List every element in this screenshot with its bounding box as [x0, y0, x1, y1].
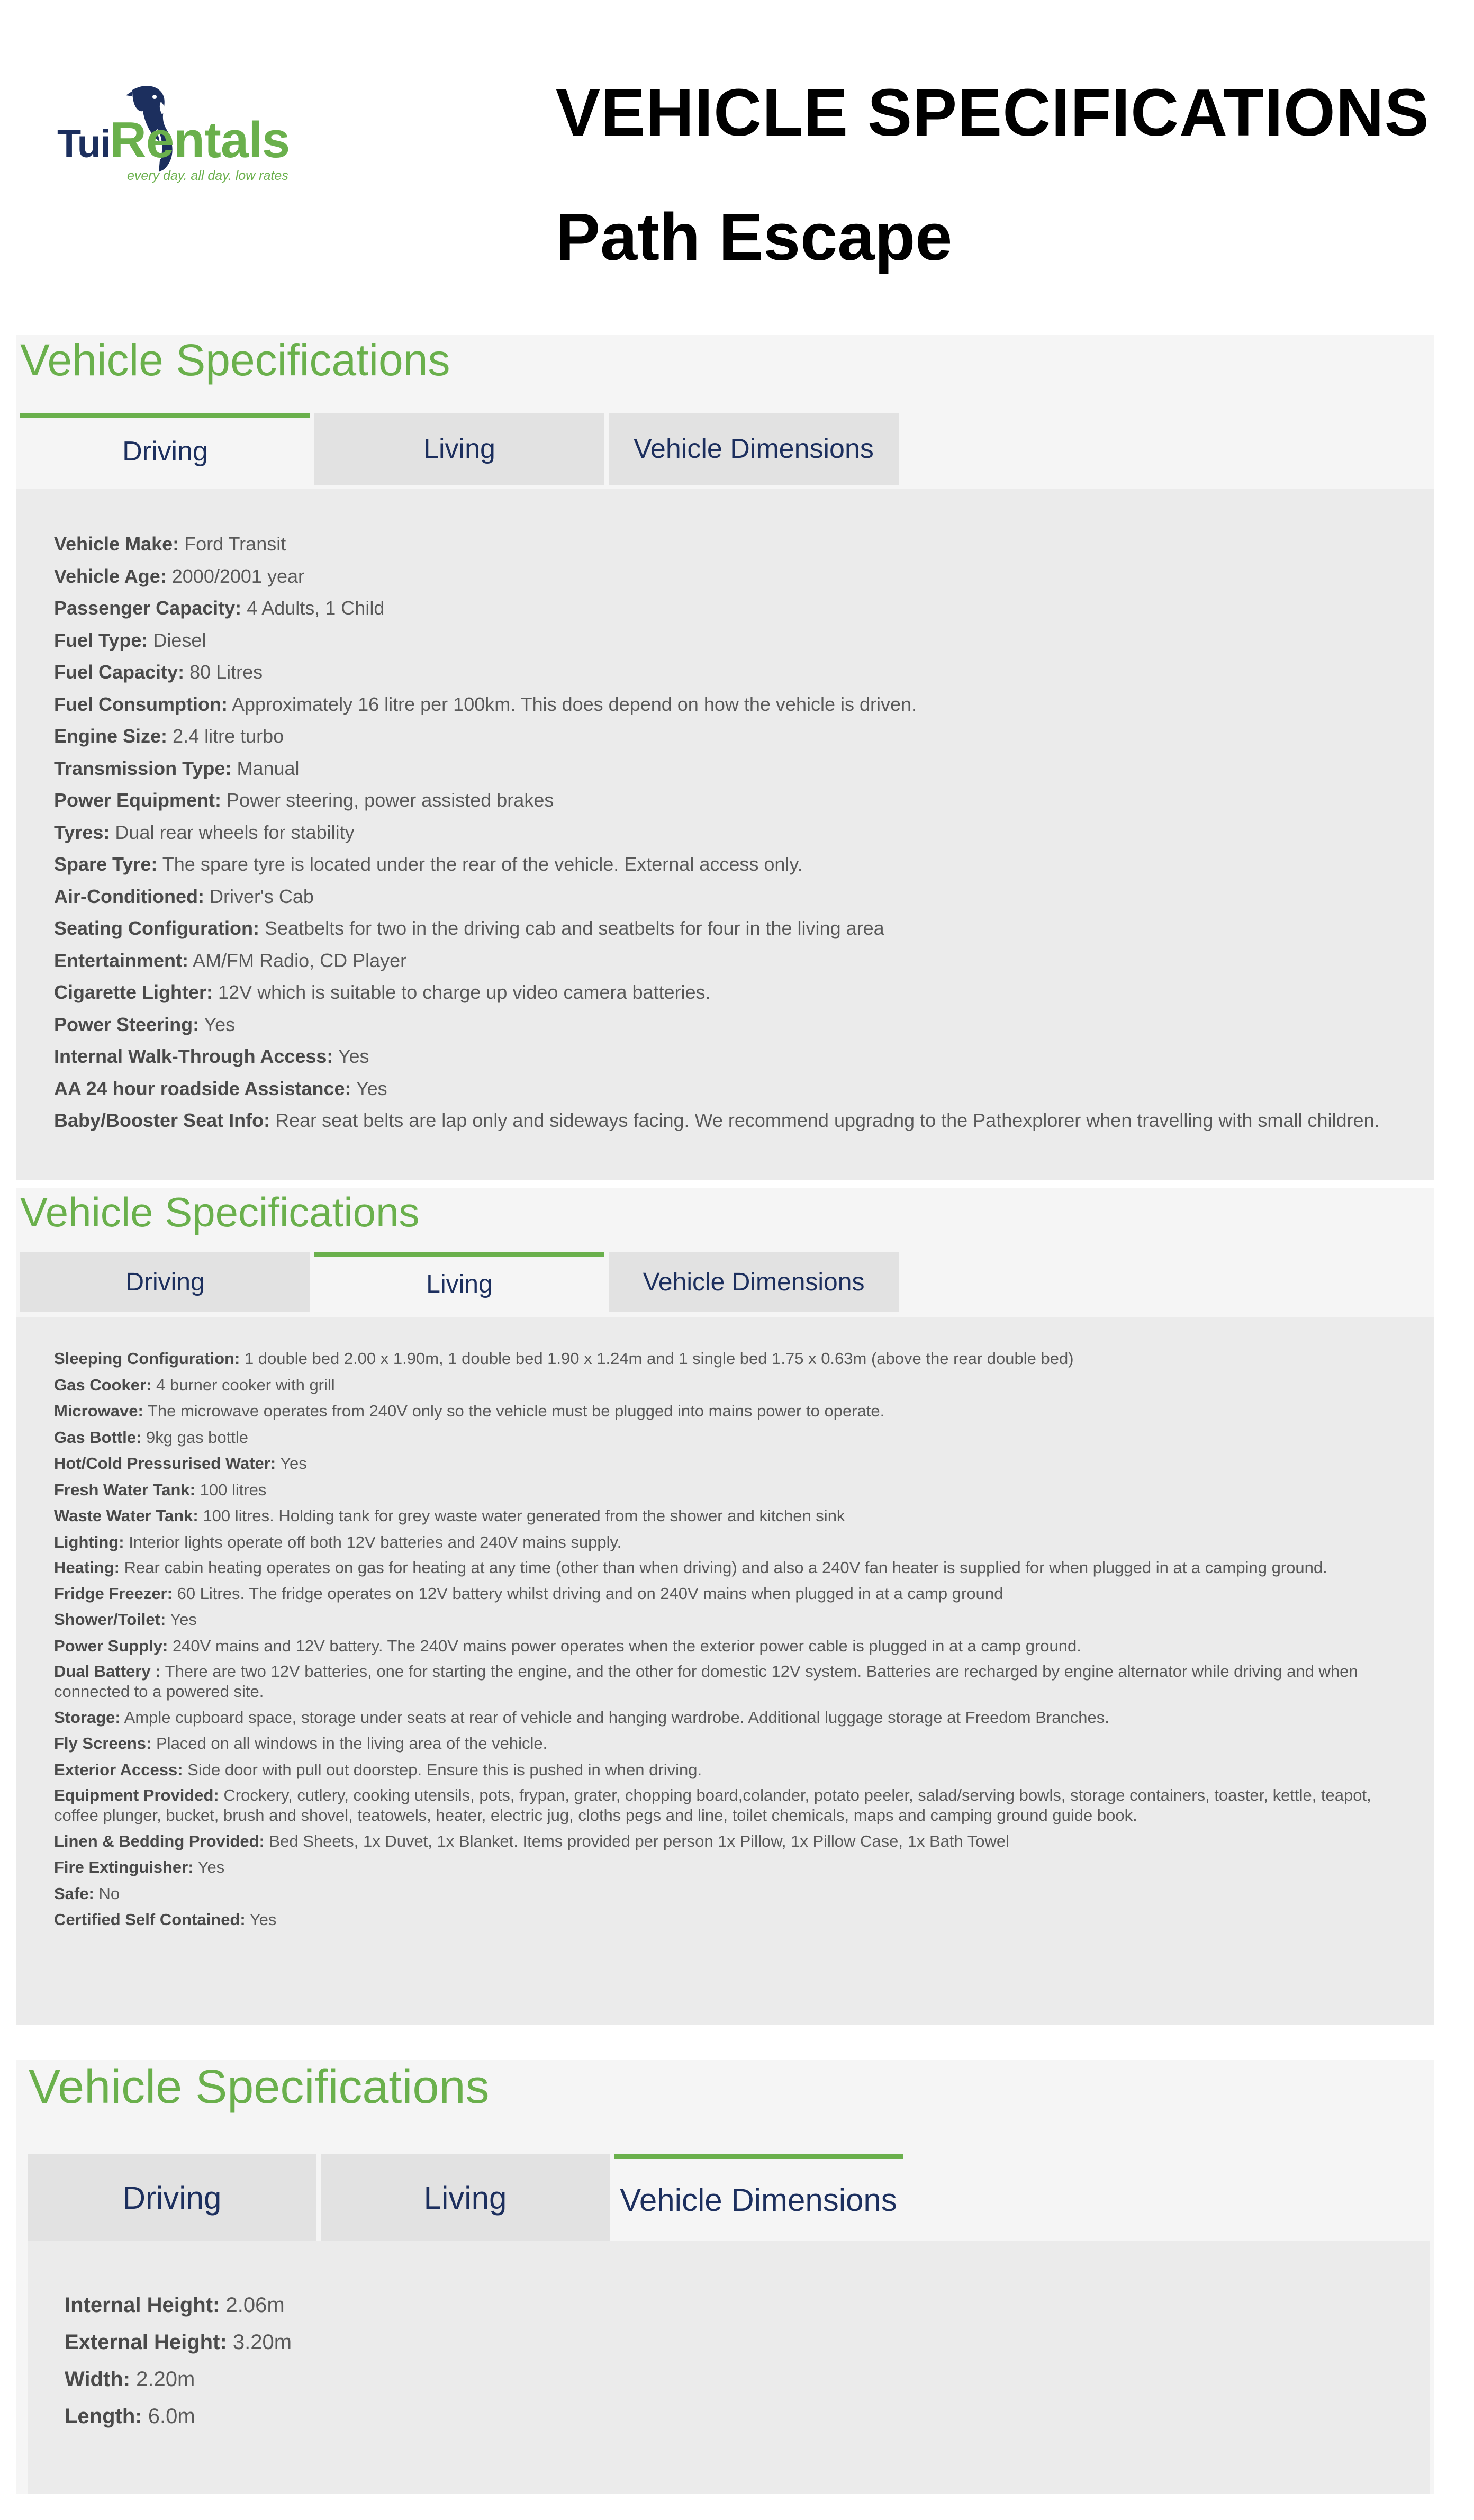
spec-external-height [65, 2324, 1393, 2361]
spec-linen-bedding [54, 1831, 1388, 1857]
spec-label: Internal Height: [65, 2293, 220, 2317]
spec-label: Fuel Consumption: [54, 693, 228, 715]
spec-label: Air-Conditioned: [54, 885, 204, 907]
spec-label: Passenger Capacity: [54, 597, 242, 619]
spec-entertainment [54, 945, 1396, 977]
spec-value: Bed Sheets, 1x Duvet, 1x Blanket. Items provided per person 1x Pillow, 1x Pillow Case, 1x Bath Towel [269, 1831, 1010, 1850]
spec-label: Cigarette Lighter: [54, 981, 213, 1003]
spec-label: Vehicle Make: [54, 533, 179, 555]
spec-value: Yes [204, 1013, 236, 1035]
spec-spare-tyre [54, 848, 1396, 881]
tab-living[interactable]: Living [321, 2154, 610, 2241]
spec-certified-self-contained [54, 1909, 1388, 1936]
spec-value: 100 litres [200, 1480, 267, 1499]
spec-value: 240V mains and 12V battery. The 240V mains power operates when the exterior power cable is plugged in at a camp ground. [172, 1636, 1081, 1655]
spec-value: Manual [237, 757, 300, 779]
spec-engine-size [54, 720, 1396, 753]
spec-label: Hot/Cold Pressurised Water: [54, 1454, 276, 1473]
spec-label: Gas Cooker: [54, 1375, 152, 1394]
spec-tyres [54, 817, 1396, 849]
spec-label: Engine Size: [54, 725, 168, 747]
spec-width [65, 2361, 1393, 2398]
document-subtitle: Path Escape [556, 200, 953, 274]
spec-label: Fuel Capacity: [54, 661, 185, 683]
spec-value: Crockery, cutlery, cooking utensils, pots, frypan, grater, chopping board,colander, potato peeler, salad/serving bowls, storage containers, toaster, kettle, teapot, coffee plunger, bucket, brush and shovel, teatowels, heater, electric jug, cloths pegs and line, toilet chemicals, maps and camping ground guide book. [54, 1786, 1371, 1824]
spec-label: Vehicle Age: [54, 565, 167, 587]
spec-fly-screens [54, 1733, 1388, 1759]
spec-shower-toilet [54, 1609, 1388, 1636]
spec-value: 9kg gas bottle [146, 1428, 249, 1447]
spec-value: 6.0m [148, 2405, 195, 2428]
tab-living[interactable]: Living [314, 1252, 604, 1312]
spec-value: The microwave operates from 240V only so the vehicle must be plugged into mains power to operate. [147, 1402, 885, 1420]
spec-cigarette-lighter [54, 977, 1396, 1009]
spec-fresh-water-tank [54, 1479, 1388, 1506]
spec-value: Yes [249, 1910, 277, 1929]
spec-value: Seatbelts for two in the driving cab and seatbelts for four in the living area [264, 917, 884, 939]
tab-driving[interactable]: Driving [20, 1252, 310, 1312]
spec-label: Power Equipment: [54, 789, 222, 811]
spec-label: Exterior Access: [54, 1760, 183, 1779]
spec-fuel-consumption [54, 689, 1396, 721]
spec-baby-booster-seat [54, 1105, 1396, 1137]
panel-heading: Vehicle Specifications [20, 1189, 420, 1235]
brand-name [57, 111, 290, 169]
brand-name-right: Rentals [110, 112, 290, 168]
spec-value: 60 Litres. The fridge operates on 12V battery whilst driving and on 240V mains when plugged in at a camp ground [177, 1584, 1003, 1603]
spec-power-supply [54, 1636, 1388, 1662]
spec-length [65, 2398, 1393, 2435]
tab-vehicle-dimensions[interactable]: Vehicle Dimensions [609, 1252, 899, 1312]
spec-label: Entertainment: [54, 949, 189, 971]
spec-internal-walk-through [54, 1041, 1396, 1073]
spec-equipment-provided [54, 1785, 1388, 1831]
spec-value: Ford Transit [184, 533, 286, 555]
spec-label: Certified Self Contained: [54, 1910, 246, 1929]
spec-label: Sleeping Configuration: [54, 1349, 240, 1368]
spec-label: Tyres: [54, 821, 110, 843]
spec-seating-configuration [54, 913, 1396, 945]
spec-value: 100 litres. Holding tank for grey waste water generated from the shower and kitchen sink [203, 1506, 845, 1525]
spec-label: Transmission Type: [54, 757, 232, 779]
spec-label: Microwave: [54, 1402, 143, 1420]
spec-transmission-type [54, 753, 1396, 785]
spec-label: Fresh Water Tank: [54, 1480, 195, 1499]
spec-value: There are two 12V batteries, one for starting the engine, and the other for domestic 12V system. Batteries are recharged by engine alternator while driving and when connected to a powered site. [54, 1662, 1358, 1701]
spec-exterior-access [54, 1759, 1388, 1786]
spec-label: Lighting: [54, 1532, 124, 1551]
spec-label: Fly Screens: [54, 1734, 152, 1753]
spec-value: 4 Adults, 1 Child [247, 597, 385, 619]
spec-fuel-type [54, 625, 1396, 657]
spec-label: AA 24 hour roadside Assistance: [54, 1077, 351, 1099]
tab-driving[interactable]: Driving [28, 2154, 316, 2241]
spec-label: Waste Water Tank: [54, 1506, 198, 1525]
spec-value: 1 double bed 2.00 x 1.90m, 1 double bed 1.90 x 1.24m and 1 single bed 1.75 x 0.63m (above the rear double bed) [244, 1349, 1074, 1368]
spec-label: Seating Configuration: [54, 917, 259, 939]
tab-driving[interactable]: Driving [20, 413, 310, 485]
spec-label: Safe: [54, 1884, 94, 1903]
spec-safe [54, 1883, 1388, 1910]
spec-value: Yes [280, 1454, 307, 1473]
spec-lighting [54, 1532, 1388, 1558]
spec-value: 2000/2001 year [171, 565, 304, 587]
spec-value: The spare tyre is located under the rear of the vehicle. External access only. [162, 853, 803, 875]
spec-label: Equipment Provided: [54, 1786, 219, 1804]
spec-air-conditioned [54, 881, 1396, 913]
spec-value: 80 Litres [189, 661, 263, 683]
spec-value: Rear cabin heating operates on gas for heating at any time (other than when driving) and also a 240V fan heater is supplied for when plugged in at a camping ground. [124, 1558, 1327, 1577]
spec-value: Side door with pull out doorstep. Ensure this is pushed in when driving. [187, 1760, 702, 1779]
spec-label: Gas Bottle: [54, 1428, 142, 1447]
spec-roadside-assistance [54, 1073, 1396, 1105]
spec-value: Yes [356, 1077, 387, 1099]
spec-value: 3.20m [232, 2331, 292, 2354]
brand-name-left: Tui [57, 122, 110, 166]
spec-label: Width: [65, 2368, 131, 2391]
spec-dual-battery [54, 1661, 1388, 1707]
spec-label: Power Steering: [54, 1013, 200, 1035]
spec-value: 2.4 litre turbo [173, 725, 284, 747]
spec-label: Dual Battery : [54, 1662, 161, 1681]
spec-label: Internal Walk-Through Access: [54, 1045, 333, 1067]
tui-rentals-logo [53, 79, 397, 191]
spec-label: External Height: [65, 2331, 227, 2354]
spec-value: Interior lights operate off both 12V batteries and 240V mains supply. [129, 1532, 622, 1551]
spec-value: 12V which is suitable to charge up video camera batteries. [218, 981, 711, 1003]
spec-sleeping-configuration [54, 1348, 1388, 1375]
tab-living[interactable]: Living [314, 413, 604, 485]
spec-label: Fuel Type: [54, 629, 148, 651]
brand-tagline: every day. all day. low rates [127, 168, 288, 183]
spec-power-equipment [54, 784, 1396, 817]
spec-value: Diesel [153, 629, 206, 651]
spec-vehicle-age [54, 561, 1396, 593]
spec-value: Dual rear wheels for stability [115, 821, 355, 843]
spec-label: Length: [65, 2405, 142, 2428]
spec-label: Spare Tyre: [54, 853, 158, 875]
spec-passenger-capacity [54, 592, 1396, 625]
spec-label: Baby/Booster Seat Info: [54, 1109, 270, 1131]
spec-label: Fire Extinguisher: [54, 1858, 194, 1876]
spec-hot-cold-water [54, 1453, 1388, 1479]
specs-panel-living [16, 1188, 1434, 2025]
spec-value: Yes [170, 1610, 197, 1629]
spec-heating [54, 1558, 1388, 1583]
spec-label: Fridge Freezer: [54, 1584, 173, 1603]
spec-value: No [98, 1884, 120, 1903]
spec-fire-extinguisher [54, 1857, 1388, 1883]
spec-power-steering [54, 1009, 1396, 1041]
spec-value: Placed on all windows in the living area of the vehicle. [156, 1734, 548, 1753]
spec-fridge-freezer [54, 1583, 1388, 1610]
document-title: VEHICLE SPECIFICATIONS [556, 75, 1430, 150]
specs-panel-driving [16, 335, 1434, 1180]
spec-label: Power Supply: [54, 1636, 168, 1655]
tab-content-dimensions [28, 2241, 1430, 2494]
spec-value: Ample cupboard space, storage under seats at rear of vehicle and hanging wardrobe. Additional luggage storage at Freedom Branches. [124, 1708, 1109, 1727]
spec-value: Power steering, power assisted brakes [227, 789, 554, 811]
tab-vehicle-dimensions[interactable]: Vehicle Dimensions [614, 2154, 903, 2241]
spec-label: Shower/Toilet: [54, 1610, 166, 1629]
spec-value: Driver's Cab [209, 885, 314, 907]
spec-value: Yes [338, 1045, 369, 1067]
tab-vehicle-dimensions[interactable]: Vehicle Dimensions [609, 413, 899, 485]
spec-internal-height [65, 2287, 1393, 2324]
spec-value: 2.20m [136, 2368, 195, 2391]
spec-storage [54, 1707, 1388, 1733]
specs-panel-dimensions [16, 2060, 1434, 2494]
panel-heading: Vehicle Specifications [20, 335, 450, 385]
spec-fuel-capacity [54, 656, 1396, 689]
tab-content-driving [16, 489, 1434, 1180]
panel-heading: Vehicle Specifications [29, 2061, 490, 2113]
spec-value: Rear seat belts are lap only and sideways facing. We recommend upgradng to the Pathexplorer when travelling with small children. [275, 1109, 1380, 1131]
spec-gas-cooker [54, 1375, 1388, 1401]
tab-content-living [16, 1317, 1434, 2025]
spec-microwave [54, 1401, 1388, 1427]
spec-value: Approximately 16 litre per 100km. This does depend on how the vehicle is driven. [231, 693, 917, 715]
spec-label: Storage: [54, 1708, 121, 1727]
spec-label: Linen & Bedding Provided: [54, 1831, 265, 1850]
spec-value: 2.06m [225, 2293, 285, 2317]
spec-waste-water-tank [54, 1505, 1388, 1532]
spec-gas-bottle [54, 1427, 1388, 1453]
spec-value: 4 burner cooker with grill [156, 1375, 335, 1394]
spec-value: AM/FM Radio, CD Player [193, 949, 407, 971]
spec-label: Heating: [54, 1558, 120, 1577]
spec-vehicle-make [54, 528, 1396, 561]
spec-value: Yes [197, 1858, 225, 1876]
